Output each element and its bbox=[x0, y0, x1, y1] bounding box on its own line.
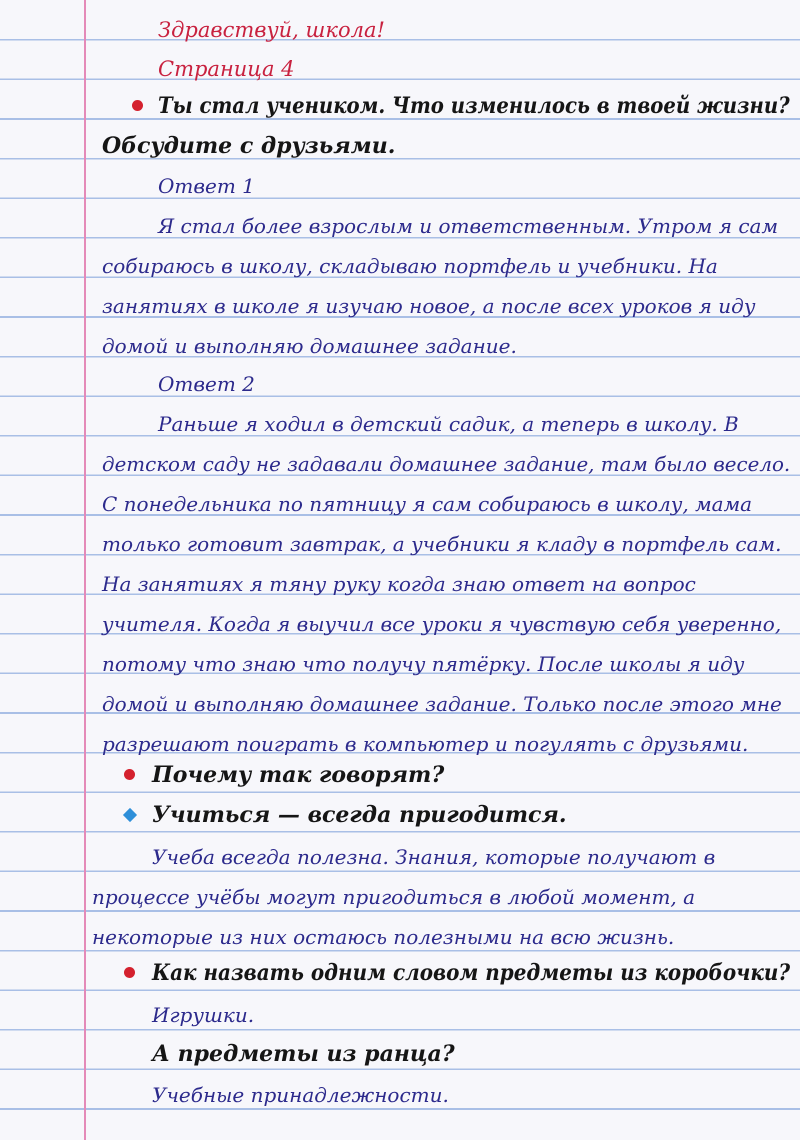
answer-1-line: занятиях в школе я изучаю новое, а после всех уроков я иду bbox=[102, 294, 756, 318]
question-1-line-2: Обсудите с друзьями. bbox=[102, 133, 396, 159]
red-dot-bullet-icon bbox=[124, 769, 135, 780]
question-4: А предметы из ранца? bbox=[152, 1041, 455, 1067]
answer-1-line: домой и выполняю домашнее задание. bbox=[102, 334, 517, 358]
answer-2-label: Ответ 2 bbox=[158, 372, 255, 396]
answer-2-line: детском саду не задавали домашнее задание, там было весело. bbox=[102, 452, 791, 476]
proverb-answer-line: Учеба всегда полезна. Знания, которые получают в bbox=[152, 845, 716, 869]
page-heading-number: Страница 4 bbox=[158, 57, 295, 81]
answer-4: Учебные принадлежности. bbox=[152, 1083, 449, 1107]
answer-2-line: С понедельника по пятницу я сам собираюсь в школу, мама bbox=[102, 492, 753, 516]
answer-1-line: собираюсь в школу, складываю портфель и учебники. На bbox=[102, 254, 718, 278]
question-1-line-1: Ты стал учеником. Что изменилось в твоей жизни? bbox=[158, 93, 790, 119]
proverb-answer-line: некоторые из них остаюсь полезными на всю жизнь. bbox=[92, 925, 675, 949]
blue-diamond-bullet-icon bbox=[123, 808, 137, 822]
red-dot-bullet-icon bbox=[132, 100, 143, 111]
red-dot-bullet-icon bbox=[124, 967, 135, 978]
question-3: Как назвать одним словом предметы из коробочки? bbox=[152, 960, 791, 986]
answer-2-line: разрешают поиграть в компьютер и погулять с друзьями. bbox=[102, 732, 749, 756]
answer-3: Игрушки. bbox=[152, 1003, 255, 1027]
answer-2-line: Раньше я ходил в детский садик, а теперь в школу. В bbox=[158, 412, 739, 436]
page-heading-title: Здравствуй, школа! bbox=[158, 18, 385, 42]
answer-2-line: На занятиях я тяну руку когда знаю ответ на вопрос bbox=[102, 572, 696, 596]
answer-1-label: Ответ 1 bbox=[158, 174, 255, 198]
question-2: Почему так говорят? bbox=[152, 762, 445, 788]
proverb-answer-line: процессе учёбы могут пригодиться в любой момент, а bbox=[92, 885, 696, 909]
answer-2-line: учителя. Когда я выучил все уроки я чувствую себя уверенно, bbox=[102, 612, 782, 636]
answer-1-line: Я стал более взрослым и ответственным. Утром я сам bbox=[158, 214, 779, 238]
margin-line bbox=[84, 0, 86, 1140]
answer-2-line: только готовит завтрак, а учебники я кладу в портфель сам. bbox=[102, 532, 782, 556]
proverb: Учиться — всегда пригодится. bbox=[152, 802, 567, 828]
answer-2-line: потому что знаю что получу пятёрку. После школы я иду bbox=[102, 652, 745, 676]
answer-2-line: домой и выполняю домашнее задание. Только после этого мне bbox=[102, 692, 782, 716]
